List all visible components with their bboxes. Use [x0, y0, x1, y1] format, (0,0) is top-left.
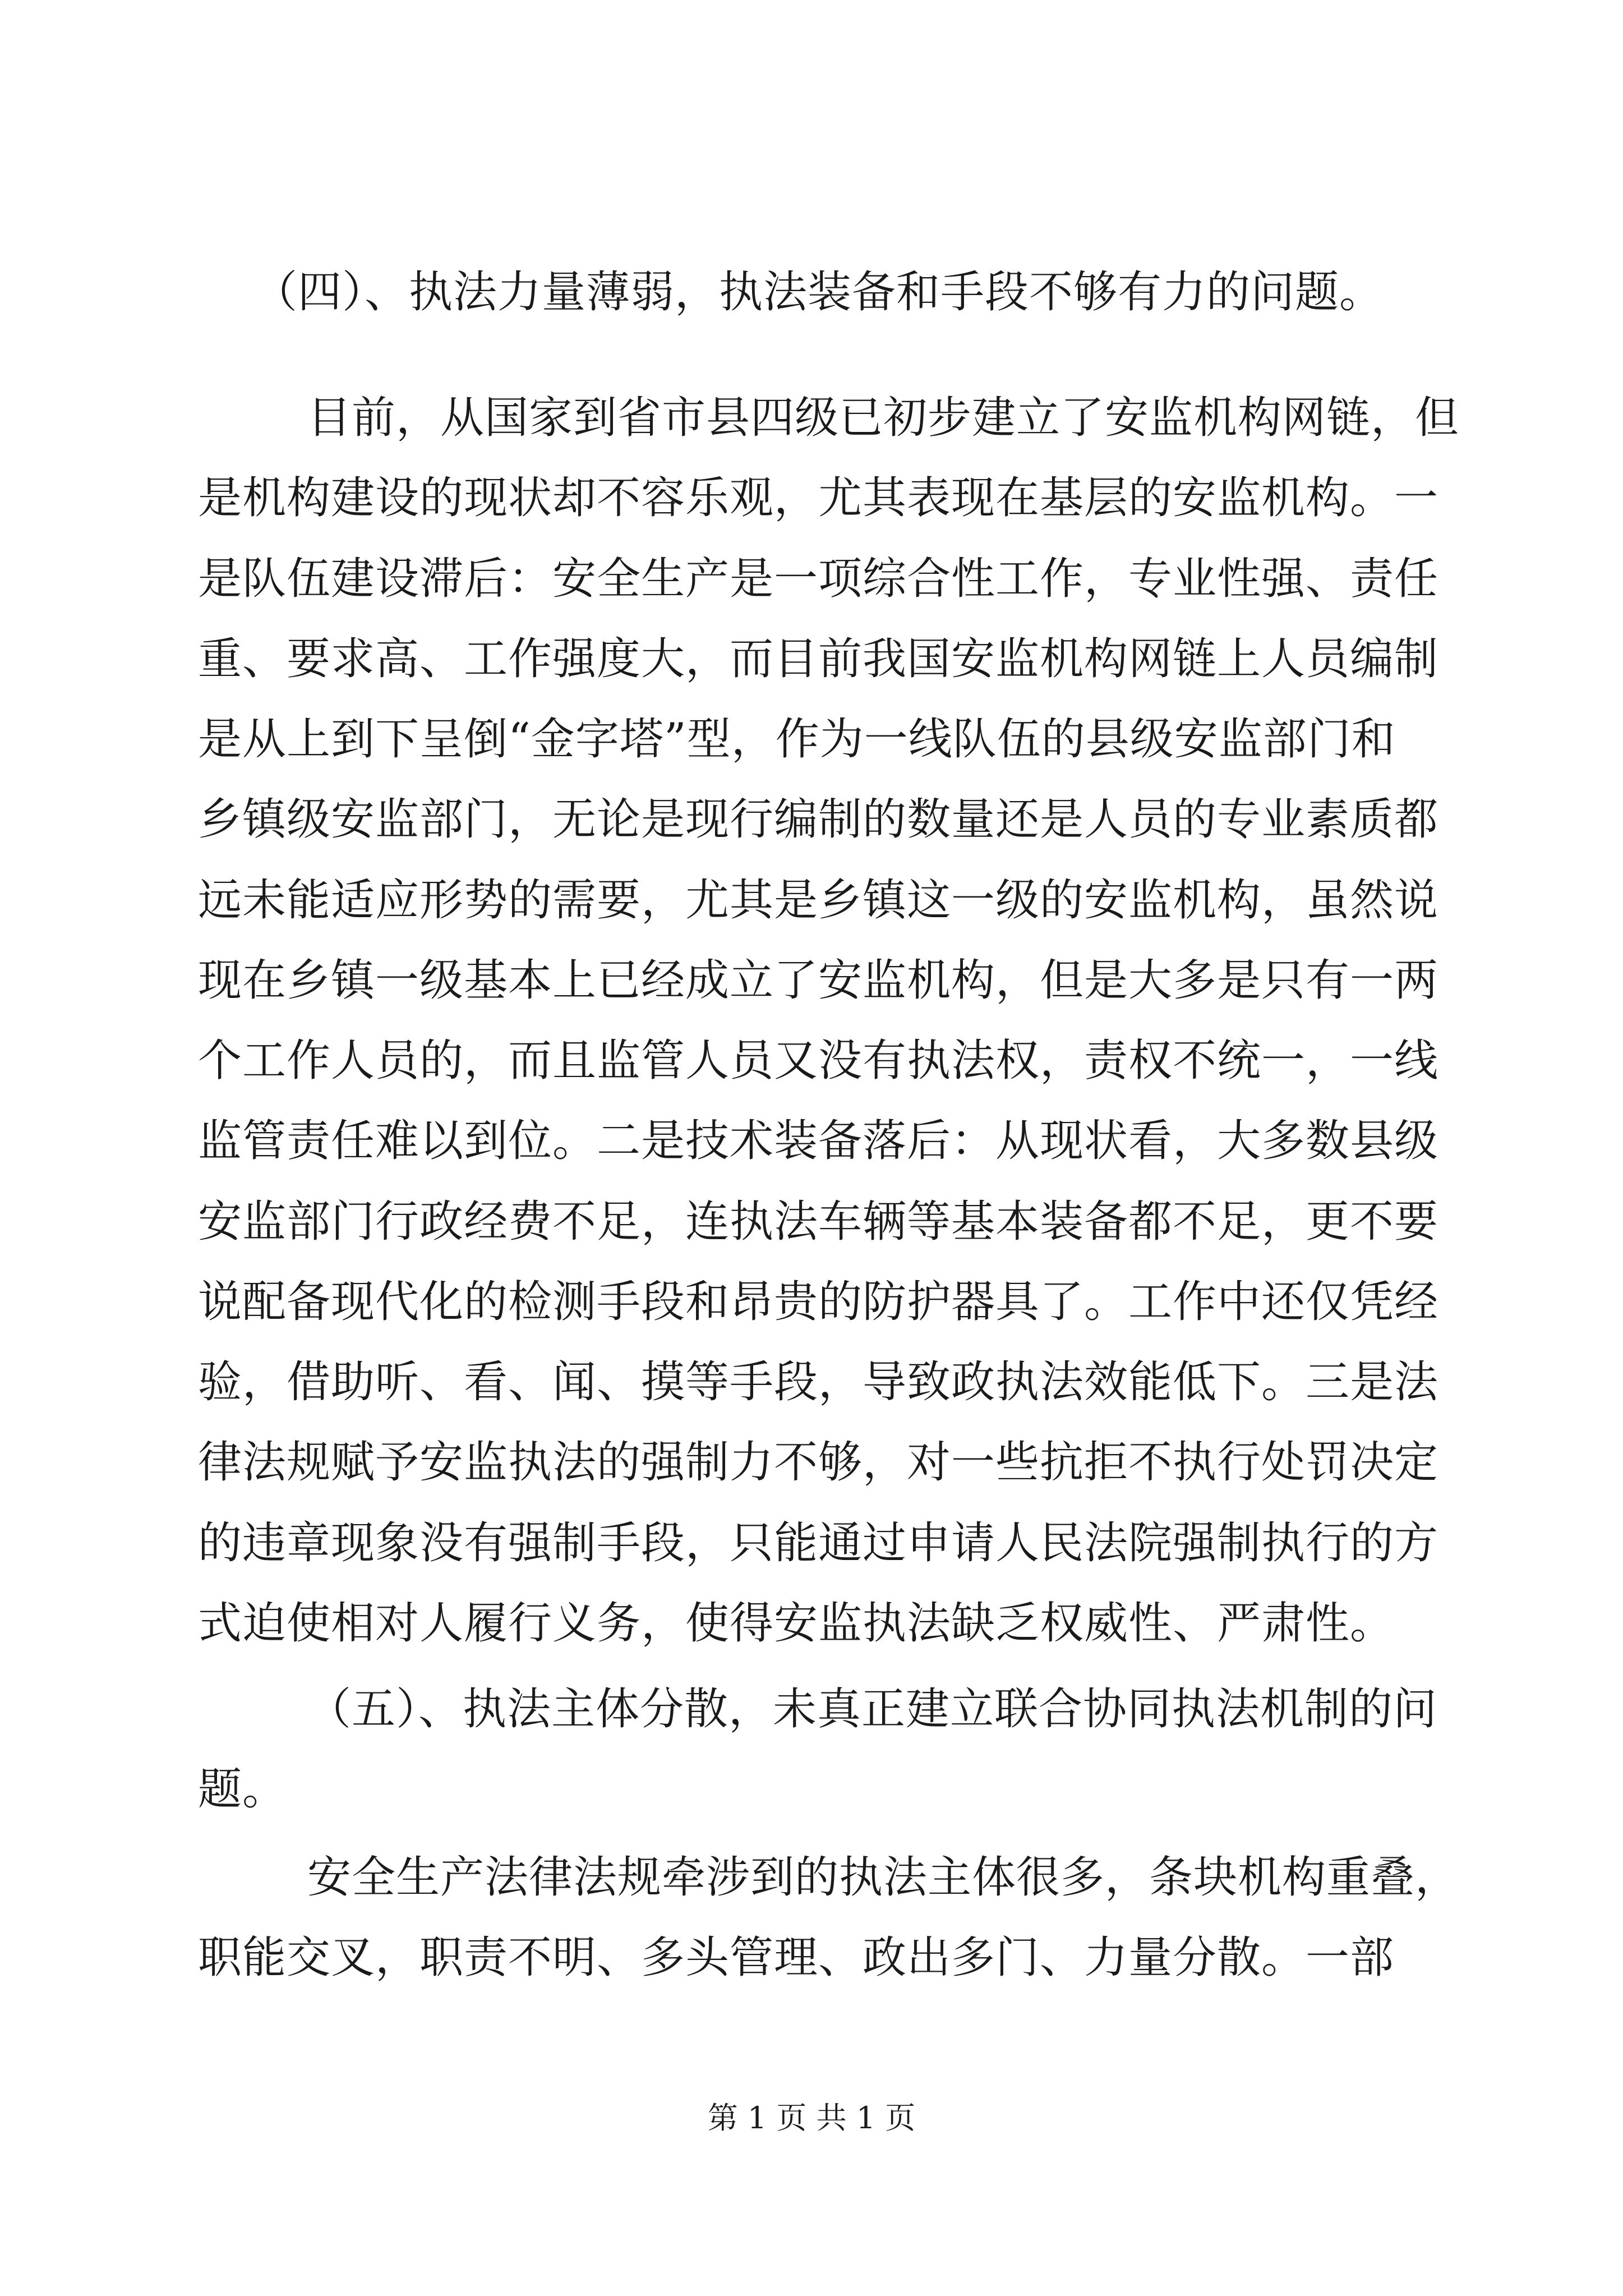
text-line-content: 是机构建设的现状却不容乐观，尤其表现在基层的安监机构。一 [198, 473, 1439, 523]
text-line-content: 律法规赋予安监执法的强制力不够，对一些抗拒不执行处罚决定 [198, 1437, 1439, 1488]
text-line [0, 783, 1623, 856]
text-line-content: 安全生产法律法规牵涉到的执法主体很多，条块机构重叠， [307, 1852, 1460, 1903]
text-line-content: 的违章现象没有强制手段，只能通过申请人民法院强制执行的方 [198, 1518, 1439, 1568]
text-line [0, 1587, 1623, 1660]
text-line [0, 1346, 1623, 1419]
text-line [0, 256, 1623, 329]
text-line [0, 944, 1623, 1017]
text-line-content: 是队伍建设滞后：安全生产是一项综合性工作，专业性强、责任 [198, 554, 1439, 604]
text-line-content: 安监部门行政经费不足，连执法车辆等基本装备都不足，更不要 [198, 1197, 1439, 1247]
text-line-content: 是从上到下呈倒“金字塔”型，作为一线队伍的县级安监部门和 [198, 714, 1396, 765]
text-line [0, 623, 1623, 696]
text-line-content: 题。 [198, 1764, 287, 1815]
text-line [0, 1105, 1623, 1177]
text-line-content: 说配备现代化的检测手段和昂贵的防护器具了。工作中还仅凭经 [198, 1277, 1439, 1327]
text-line-content: 现在乡镇一级基本上已经成立了安监机构，但是大多是只有一两 [198, 955, 1439, 1006]
text-line [0, 1024, 1623, 1097]
text-line-content: 职能交叉，职责不明、多头管理、政出多门、力量分散。一部 [198, 1932, 1395, 1983]
text-line [0, 1921, 1623, 1994]
text-line-content: 远未能适应形势的需要，尤其是乡镇这一级的安监机构，虽然说 [198, 875, 1439, 926]
text-line [0, 703, 1623, 776]
text-line-content: （五）、执法主体分散，未真正建立联合协同执法机制的问 [307, 1684, 1438, 1734]
text-line [0, 1426, 1623, 1499]
text-line [0, 1266, 1623, 1338]
text-line-content: 式迫使相对人履行义务，使得安监执法缺乏权威性、严肃性。 [198, 1598, 1395, 1649]
text-line-content: 目前，从国家到省市县四级已初步建立了安监机构网链，但 [307, 393, 1460, 443]
text-line [0, 1841, 1623, 1914]
text-line [0, 864, 1623, 937]
text-line-content: 重、要求高、工作强度大，而目前我国安监机构网链上人员编制 [198, 634, 1439, 684]
page-footer: 第 1 页 共 1 页 [707, 2100, 916, 2136]
text-line-content: 监管责任难以到位。二是技术装备落后：从现状看，大多数县级 [198, 1116, 1439, 1166]
text-line [0, 1673, 1623, 1746]
text-line-content: 验，借助听、看、闻、摸等手段，导致政执法效能低下。三是法 [198, 1357, 1439, 1407]
text-line [0, 542, 1623, 615]
text-line-content: 个工作人员的，而且监管人员又没有执法权，责权不统一，一线 [198, 1036, 1439, 1086]
text-line-content: （四）、执法力量薄弱，执法装备和手段不够有力的问题。 [253, 267, 1384, 318]
text-line-content: 乡镇级安监部门，无论是现行编制的数量还是人员的专业素质都 [198, 794, 1439, 845]
text-line [0, 462, 1623, 535]
text-line [0, 1507, 1623, 1580]
text-line [0, 1185, 1623, 1258]
text-line [0, 1753, 1623, 1826]
text-line [0, 381, 1623, 454]
